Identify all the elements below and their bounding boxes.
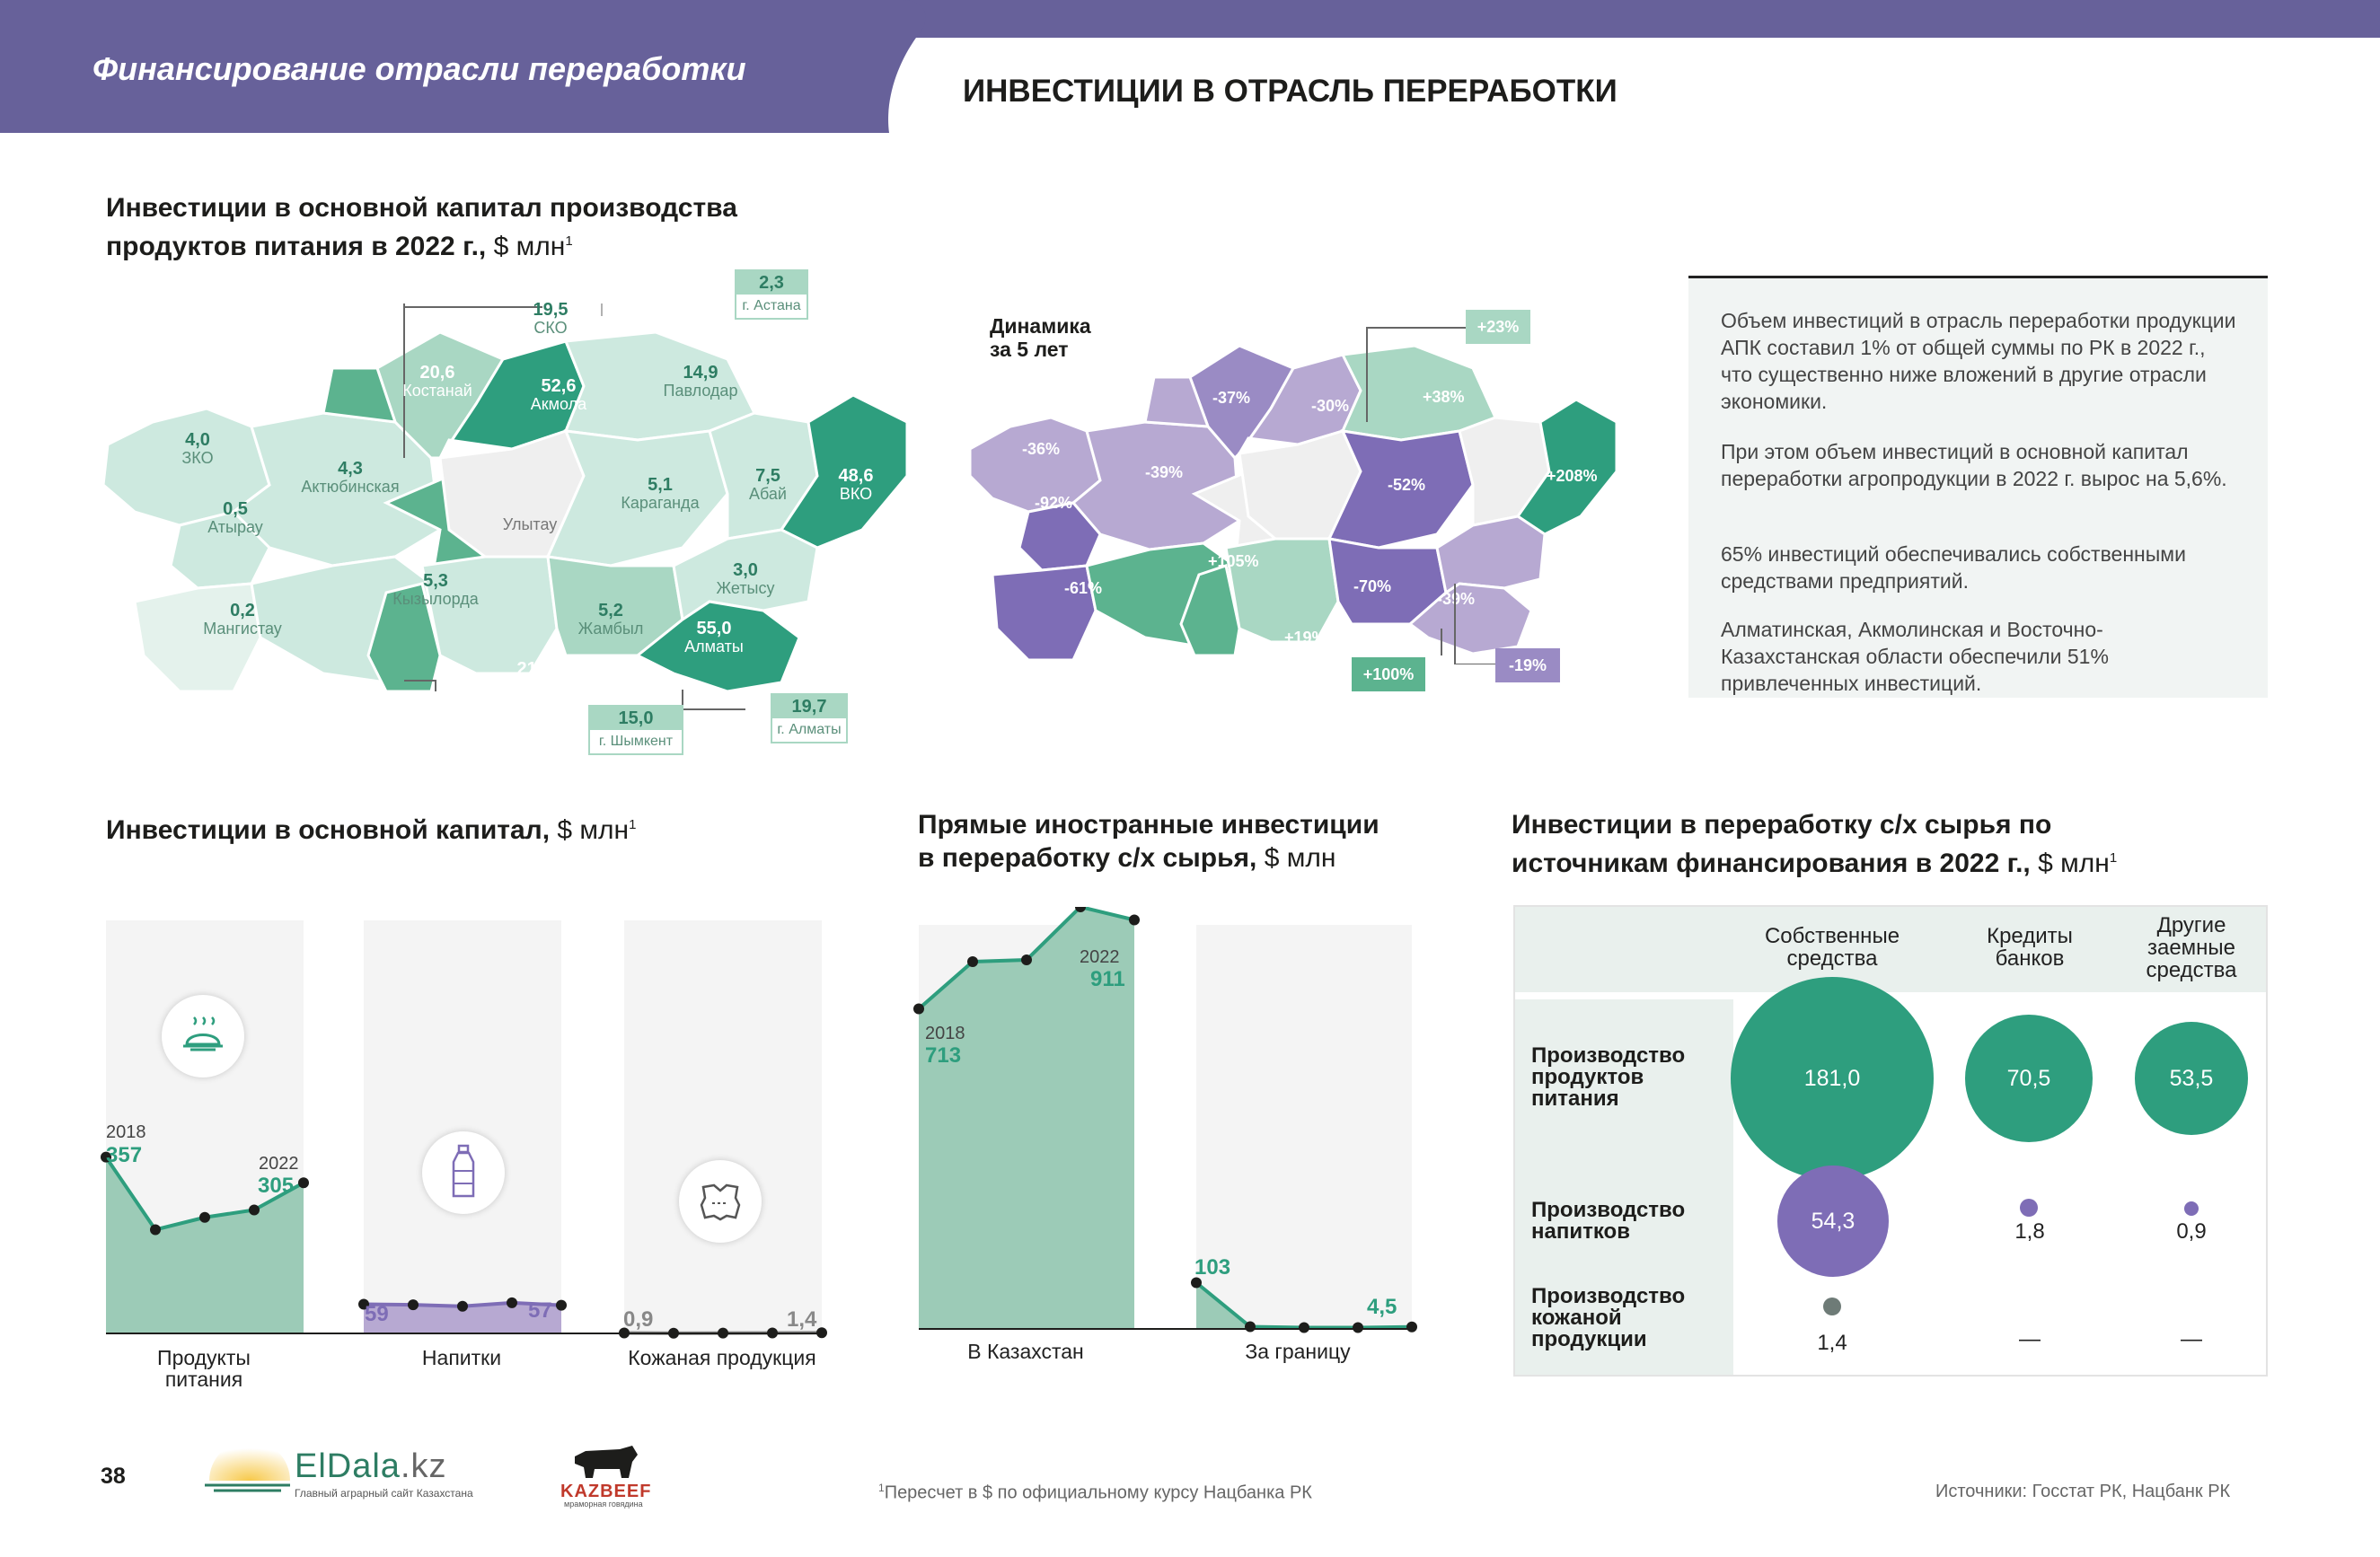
col-own-funds: Собственные средства bbox=[1764, 924, 1900, 971]
chart2-series-0-point-1 bbox=[967, 956, 978, 967]
chart1-food-start: 357 bbox=[106, 1143, 143, 1167]
chart3-title: Инвестиции в переработку с/х сырья по источникам финансирования в 2022 г., $ млн$^1$ bbox=[1512, 810, 2118, 878]
region-kyzylorda: 5,3 Кызылорда bbox=[392, 571, 479, 608]
region-atyrau: 0,5 Атырау bbox=[207, 499, 263, 536]
value-leather-own: 1,4 bbox=[1817, 1331, 1847, 1355]
info-p2: При этом объем инвестиций в основной капитал переработки агропродукции в 2022 г. вырос на 5,6%. bbox=[1721, 440, 2227, 490]
chart1-series-2-panel bbox=[624, 920, 822, 1333]
chart2-in-end: 911 bbox=[1090, 967, 1125, 991]
row-food: Производство продуктов питания bbox=[1531, 1043, 1686, 1111]
region-karaganda: 5,1 Караганда bbox=[621, 475, 700, 512]
chart1-cat-drinks: Напитки bbox=[421, 1346, 502, 1369]
chart2-cat-in: В Казахстан bbox=[967, 1340, 1084, 1363]
chart2-year-start: 2018 bbox=[925, 1024, 965, 1043]
chart2-title: Прямые иностранные инвестиции в переработку с/х сырья, $ млн bbox=[918, 810, 1380, 873]
dyn-aktobe: -39% bbox=[1145, 463, 1184, 481]
chart1-series-1-point-3 bbox=[507, 1298, 517, 1308]
bubble-leather-own bbox=[1823, 1298, 1841, 1315]
chart2-out-start: 103 bbox=[1194, 1255, 1231, 1280]
region-zko: 4,0 ЗКО bbox=[181, 430, 214, 467]
bubble-drinks-own: 54,3 bbox=[1777, 1166, 1889, 1277]
kazbeef-name: KAZBEEF bbox=[560, 1482, 652, 1501]
dyn-pavlodar: +38% bbox=[1423, 388, 1465, 406]
chart2-series-0-point-4 bbox=[1129, 915, 1140, 926]
dyn-atyrau: -92% bbox=[1035, 494, 1073, 512]
chart1-cat-food: Продукты питания bbox=[157, 1346, 251, 1391]
bull-icon bbox=[569, 1442, 641, 1482]
map2-title: Динамика за 5 лет bbox=[990, 314, 1091, 361]
chart1-food-year-start: 2018 bbox=[106, 1122, 146, 1142]
region-pavlodar: 14,9 Павлодар bbox=[663, 363, 738, 400]
sun-icon bbox=[205, 1440, 295, 1485]
dyn-turkestan: +19% bbox=[1284, 629, 1327, 647]
chart2-in-start: 713 bbox=[925, 1043, 962, 1068]
section-title: Финансирование отрасли переработки bbox=[93, 50, 746, 87]
chart1-food-end: 305 bbox=[258, 1174, 295, 1198]
footnote: $^1$Пересчет в $ по официальному курсу Нацбанка РК bbox=[878, 1482, 1312, 1503]
chart2-series-1-point-3 bbox=[1353, 1323, 1363, 1333]
page-number: 38 bbox=[101, 1464, 126, 1489]
row-leather: Производство кожаной продукции bbox=[1531, 1284, 1686, 1351]
dyn-mangistau: -61% bbox=[1064, 579, 1103, 597]
bubble-food-own: 181,0 bbox=[1731, 977, 1934, 1180]
region-zhetysu: 3,0 Жетысу bbox=[716, 560, 775, 597]
dyn-vko: +208% bbox=[1547, 467, 1598, 485]
dyn-kostanay: -37% bbox=[1212, 389, 1251, 407]
dyn-karaganda: -52% bbox=[1388, 476, 1426, 494]
chart1-drinks-start: 59 bbox=[365, 1302, 389, 1326]
kazbeef-tagline: мраморная говядина bbox=[564, 1500, 643, 1509]
chart1-series-1-point-4 bbox=[556, 1300, 567, 1311]
chart1-series-0-point-2 bbox=[199, 1212, 210, 1223]
chart1-leather-start: 0,9 bbox=[623, 1307, 654, 1332]
chart2-series-0-point-2 bbox=[1021, 954, 1032, 965]
dyn-kyzylorda: +105% bbox=[1208, 552, 1259, 570]
bottle-icon bbox=[422, 1131, 505, 1214]
dyn-zko: -36% bbox=[1022, 440, 1061, 458]
value-drinks-other: 0,9 bbox=[2176, 1219, 2207, 1244]
chart2-out-end: 4,5 bbox=[1367, 1295, 1397, 1319]
callout-shymkent: 15,0 г. Шымкент bbox=[588, 705, 683, 755]
chart1-series-1-panel bbox=[364, 920, 561, 1333]
bubble-drinks-bank bbox=[2020, 1199, 2038, 1217]
chart-fdi bbox=[907, 907, 1419, 1347]
dyn-akmola: -30% bbox=[1311, 397, 1350, 415]
region-abay: 7,5 Абай bbox=[749, 466, 787, 503]
info-p3: 65% инвестиций обеспечивались собственными средствами предприятий. bbox=[1721, 542, 2186, 593]
map1-title: Инвестиции в основной капитал производства продуктов питания в 2022 г., $ млн$^1$ bbox=[106, 193, 737, 261]
region-vko: 48,6 ВКО bbox=[838, 466, 874, 503]
region-akmola: 52,6 Акмола bbox=[530, 376, 587, 413]
info-p4: Алматинская, Акмолинская и Восточно-Казахстанская области обеспечили 51% привлеченных инвестиций. bbox=[1721, 618, 2109, 695]
region-aktobe: 4,3 Актюбинская bbox=[301, 459, 400, 496]
chart2-series-0-point-0 bbox=[913, 1004, 924, 1015]
food-dish-icon bbox=[162, 995, 244, 1078]
field-lines-icon bbox=[205, 1482, 295, 1494]
region-zhambyl: 5,2 Жамбыл bbox=[577, 601, 644, 638]
eldala-logo bbox=[205, 1440, 492, 1503]
chart1-series-0-point-4 bbox=[298, 1177, 309, 1188]
callout-almaty-city: 19,7 г. Алматы bbox=[771, 693, 848, 743]
info-p1: Объем инвестиций в отрасль переработки продукции АПК составил 1% от общей суммы по РК в 2022 г., что существенно ниже вложений в другие отрасли экономики. bbox=[1721, 309, 2236, 413]
eldala-tagline: Главный аграрный сайт Казахстана bbox=[295, 1487, 473, 1500]
leather-icon bbox=[679, 1160, 762, 1243]
dyn-astana-badge: +23% bbox=[1466, 310, 1530, 344]
chart2-series-1-point-4 bbox=[1406, 1322, 1417, 1333]
sources: Источники: Госстат РК, Нацбанк РК bbox=[1935, 1482, 2231, 1501]
callout-astana: 2,3 г. Астана bbox=[735, 269, 808, 320]
region-ulytau: Улытау bbox=[502, 515, 558, 533]
chart1-series-0-point-3 bbox=[249, 1205, 260, 1216]
row-drinks: Производство напитков bbox=[1531, 1198, 1686, 1244]
eldala-name: ElDala bbox=[295, 1447, 401, 1485]
chart1-food-year-end: 2022 bbox=[259, 1154, 299, 1174]
dyn-zhambyl: -70% bbox=[1353, 577, 1392, 595]
value-drinks-bank: 1,8 bbox=[2014, 1219, 2045, 1244]
kazbeef-logo bbox=[557, 1442, 656, 1507]
region-almaty: 55,0 Алматы bbox=[684, 619, 744, 655]
chart1-series-1-point-2 bbox=[457, 1301, 468, 1312]
bubble-food-other: 53,5 bbox=[2135, 1022, 2248, 1135]
bubble-drinks-other bbox=[2184, 1201, 2199, 1216]
col-other-borrowed: Другие заемные средства bbox=[2146, 913, 2237, 982]
col-bank-credits: Кредиты банков bbox=[1987, 924, 2073, 971]
page-title: ИНВЕСТИЦИИ В ОТРАСЛЬ ПЕРЕРАБОТКИ bbox=[963, 74, 1618, 109]
region-kostanay: 20,6 Костанай bbox=[402, 363, 472, 400]
chart1-drinks-end: 57 bbox=[528, 1298, 552, 1323]
chart2-cat-out: За границу bbox=[1245, 1340, 1351, 1363]
value-leather-other: — bbox=[2181, 1327, 2202, 1351]
region-turkestan: 21,9 Туркестан bbox=[497, 659, 572, 696]
map2-connectors bbox=[1347, 323, 1545, 664]
chart2-series-1-point-1 bbox=[1245, 1322, 1256, 1333]
value-leather-bank: — bbox=[2019, 1327, 2041, 1351]
chart1-series-0-point-1 bbox=[150, 1225, 161, 1236]
chart1-title: Инвестиции в основной капитал, $ млн$^1$ bbox=[106, 815, 637, 845]
dyn-sko: -36% bbox=[1293, 338, 1332, 356]
chart2-series-1-point-2 bbox=[1299, 1323, 1309, 1333]
region-sko: 19,5 СКО bbox=[533, 300, 569, 337]
chart1-leather-end: 1,4 bbox=[787, 1307, 817, 1332]
chart1-series-1-point-1 bbox=[408, 1299, 419, 1310]
eldala-domain: .kz bbox=[400, 1447, 447, 1485]
chart2-year-end: 2022 bbox=[1080, 947, 1120, 967]
dyn-almaty-city-badge: -19% bbox=[1495, 648, 1560, 682]
region-mangistau: 0,2 Мангистау bbox=[203, 601, 282, 638]
info-box bbox=[1688, 276, 2268, 698]
bubble-food-bank: 70,5 bbox=[1965, 1015, 2093, 1142]
dyn-shymkent-badge: +100% bbox=[1352, 657, 1425, 691]
dyn-almaty: -39% bbox=[1437, 590, 1476, 608]
chart1-cat-leather: Кожаная продукция bbox=[628, 1346, 816, 1369]
